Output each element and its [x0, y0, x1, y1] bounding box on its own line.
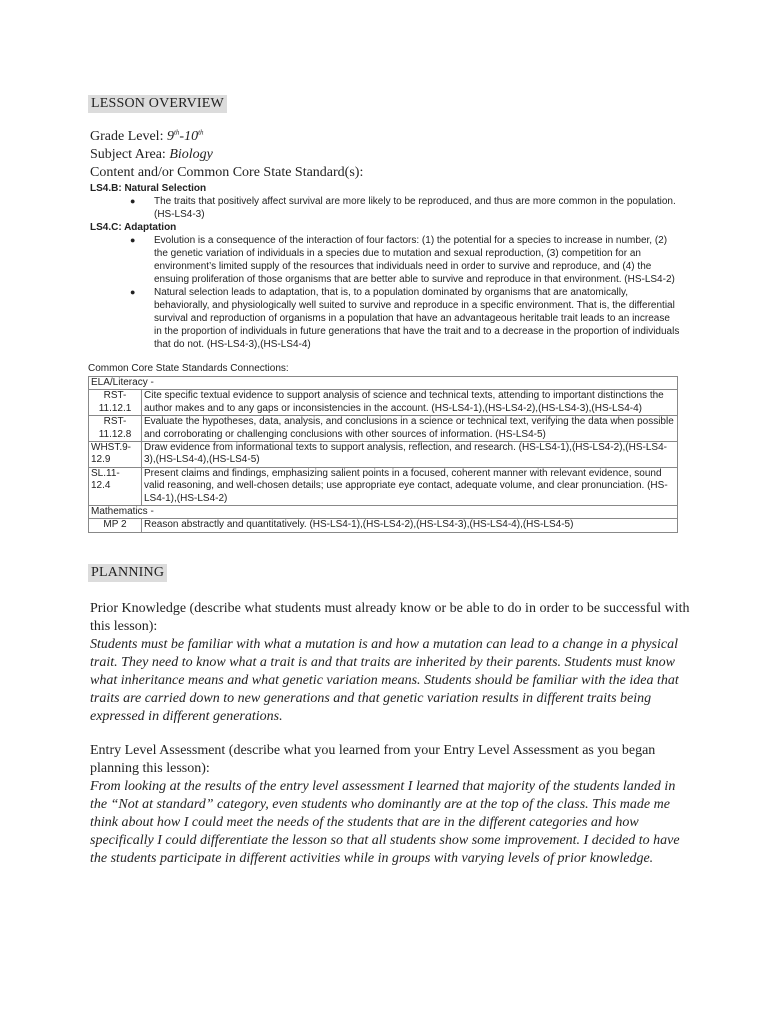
ls4c-bullets	[90, 234, 680, 351]
table-row	[89, 442, 678, 468]
table-row	[89, 506, 678, 519]
prior-knowledge-label: Prior Knowledge (describe what students must already know or be able to do in order to be successful with this lesson):	[90, 601, 690, 634]
standard-code: WHST.9-12.9	[89, 442, 142, 468]
table-row	[89, 390, 678, 416]
standard-code: SL.11-12.4	[89, 467, 142, 505]
table-row	[89, 519, 678, 532]
grade-level-label: Grade Level:	[90, 129, 164, 144]
standards-label: Content and/or Common Core State Standard(s):	[90, 165, 364, 180]
ccss-label: Common Core State Standards Connections:	[88, 363, 289, 374]
standard-text: Cite specific textual evidence to support analysis of science and technical texts, attending to important distinctions the author makes and to any gaps or inconsistencies in the account. (HS-LS4-1),(HS-LS4-2),(HS-LS4-3),(HS-LS4-4)	[142, 390, 678, 416]
standard-text: Draw evidence from informational texts to support analysis, reflection, and research. (HS-LS4-1),(HS-LS4-2),(HS-LS4-3),(HS-LS4-4),(HS-LS4-5)	[142, 442, 678, 468]
ela-header: ELA/Literacy -	[89, 377, 678, 390]
bullet-icon: ●	[130, 287, 136, 297]
prior-knowledge-answer: Students must be familiar with what a mutation is and how a mutation can lead to a change in a physical trait. They need to know what a trait is and that traits are inherited by their parents. Students must know what inheritance means and what genetic variation means. Students should be familiar with the idea that traits are carried down to new generations and that genetic variation results in different traits being expressed in different generations.	[90, 637, 679, 724]
ls4c-code: LS4.C: Adaptation	[90, 222, 177, 233]
lesson-meta	[90, 128, 730, 182]
table-row	[89, 416, 678, 442]
subject-area-line	[90, 146, 730, 164]
grade-level-value: 9th-10th	[166, 128, 204, 144]
bullet-icon: ●	[130, 235, 136, 245]
table-row	[89, 377, 678, 390]
planning-heading: PLANNING	[88, 564, 167, 582]
list-item: ● Natural selection leads to adaptation, that is, to a population dominated by organisms that are anatomically, behaviorally, and physiologically well suited to survive and reproduce in a specific environment. That is, the differential survival and reproduction of organisms in a population that have an advantageous heritable trait leads to an increase in the proportion of individuals in future generations that have the trait and to a decrease in the proportion of individuals that do not. (HS-LS4-3),(HS-LS4-4)	[130, 287, 680, 350]
entry-assessment-answer: From looking at the results of the entry level assessment I learned that majority of the students landed in the “Not at standard” category, even students who dominantly are at the top of the class. This made me think about how I could meet the needs of the students that are in the different categories and how specifically I could differentiate the lesson so that all students show some improvement. I decided to have the students participate in different activities while in groups with varying levels of prior knowledge.	[90, 779, 680, 866]
subject-area-label: Subject Area:	[90, 147, 166, 162]
standard-text: Reason abstractly and quantitatively. (HS-LS4-1),(HS-LS4-2),(HS-LS4-3),(HS-LS4-4),(HS-LS4-5)	[142, 519, 678, 532]
ls4b-bullets	[90, 195, 680, 221]
entry-assessment-label: Entry Level Assessment (describe what you learned from your Entry Level Assessment as you began planning this lesson):	[90, 743, 656, 776]
grade-level-line	[90, 128, 730, 146]
ls4b-code: LS4.B: Natural Selection	[90, 183, 207, 194]
standard-code: RST-11.12.1	[89, 390, 142, 416]
entry-assessment-block	[90, 742, 690, 868]
standard-code: MP 2	[89, 519, 142, 532]
standard-code: RST-11.12.8	[89, 416, 142, 442]
standards-list	[90, 182, 680, 351]
lesson-overview-heading: LESSON OVERVIEW	[88, 95, 227, 113]
standard-text: Evaluate the hypotheses, data, analysis, and conclusions in a science or technical text, verifying the data when possible and corroborating or challenging conclusions with other sources of information. (HS-LS4-5)	[142, 416, 678, 442]
table-row	[89, 467, 678, 505]
ccss-table	[88, 376, 678, 533]
standard-text: Present claims and findings, emphasizing salient points in a focused, coherent manner with relevant evidence, sound valid reasoning, and well-chosen details; use appropriate eye contact, adequate volume, and clear pronunciation. (HS-LS4-1),(HS-LS4-2)	[142, 467, 678, 505]
bullet-icon: ●	[130, 196, 136, 206]
prior-knowledge-block	[90, 600, 690, 726]
subject-area-value: Biology	[169, 147, 213, 162]
list-item: ● Evolution is a consequence of the interaction of four factors: (1) the potential for a species to increase in number, (2) the genetic variation of individuals in a species due to mutation and sexual reproduction, (3) competition for an environment’s limited supply of the resources that individuals need in order to survive and reproduce, and (4) the ensuing proliferation of those organisms that are better able to survive and reproduce in that environment. (HS-LS4-2)	[130, 235, 675, 285]
list-item: ● The traits that positively affect survival are more likely to be reproduced, and thus are more common in the population. (HS-LS4-3)	[130, 196, 676, 220]
math-header: Mathematics -	[89, 506, 678, 519]
